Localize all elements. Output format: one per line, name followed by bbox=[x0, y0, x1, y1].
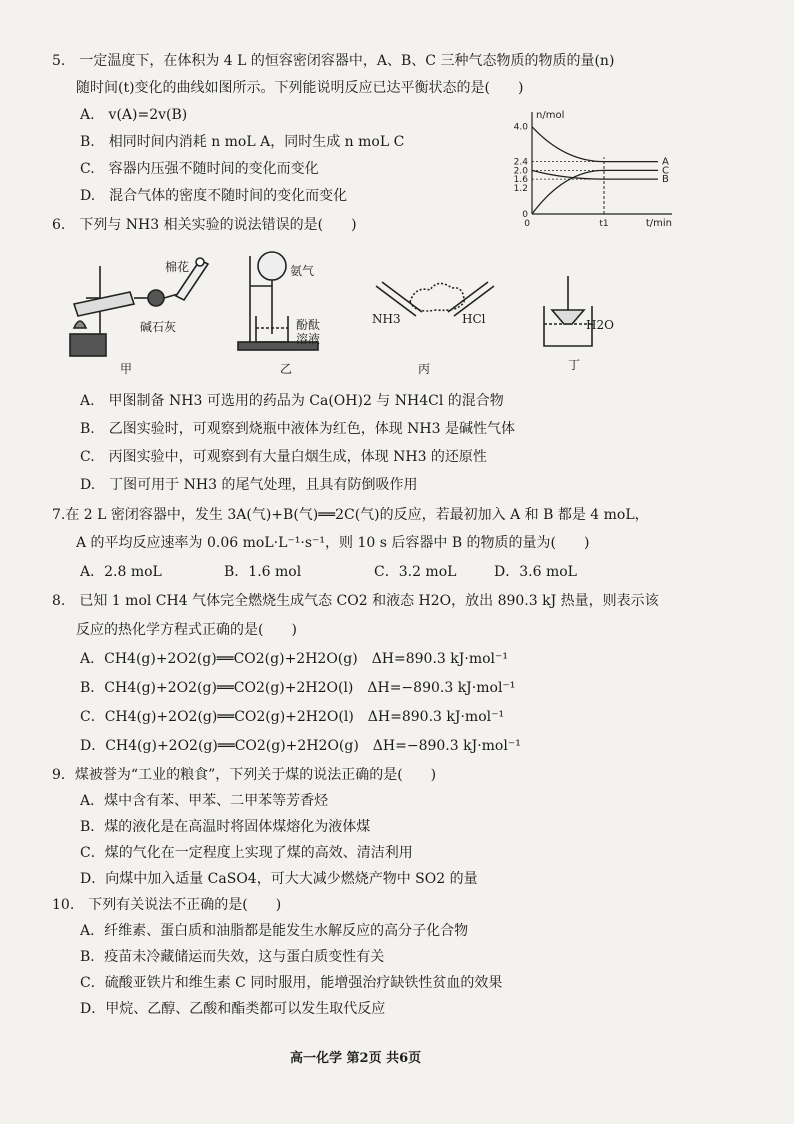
series-line bbox=[532, 170, 658, 214]
q8-option-d: D．CH4(g)+2O2(g)══CO2(g)+2H2O(g) ΔH=−890.3 kJ·mol⁻¹ bbox=[80, 738, 521, 754]
q10-option-b: B．疫苗未冷藏储运而失效，这与蛋白质变性有关 bbox=[80, 949, 385, 965]
q9-option-b: B．煤的液化是在高温时将固体煤熔化为液体煤 bbox=[80, 819, 371, 835]
jia-drying-tube bbox=[148, 290, 164, 306]
q5-stem-line1: 5. 一定温度下，在体积为 4 L 的恒容密闭容器中，A、B、C 三种气态物质的物质的量(n) bbox=[52, 53, 615, 69]
q6-option-c: C. 丙图实验中，可观察到有大量白烟生成，体现 NH3 的还原性 bbox=[80, 449, 487, 465]
y-tick-label: 4.0 bbox=[513, 122, 528, 133]
label-rongye: 溶液 bbox=[296, 332, 321, 346]
y-tick-label: 2.0 bbox=[513, 166, 528, 177]
q6-option-a: A. 甲图制备 NH3 可选用的药品为 Ca(OH)2 与 NH4Cl 的混合物 bbox=[80, 393, 504, 409]
q5-stem-line2: 随时间(t)变化的曲线如图所示。下列能说明反应已达平衡状态的是( ) bbox=[76, 80, 524, 96]
series-label: B bbox=[662, 174, 669, 186]
label-bing: 丙 bbox=[418, 362, 431, 376]
q7-option-a: A．2.8 moL bbox=[80, 564, 162, 580]
q9-stem: 9．煤被誉为“工业的粮食”，下列关于煤的说法正确的是( ) bbox=[52, 767, 437, 783]
jia-test-tube bbox=[74, 292, 134, 316]
series-line bbox=[532, 127, 658, 162]
q6-stem: 6. 下列与 NH3 相关实验的说法错误的是( ) bbox=[52, 217, 357, 233]
q8-stem-line2: 反应的热化学方程式正确的是( ) bbox=[76, 622, 297, 638]
label-jia: 甲 bbox=[120, 362, 133, 376]
y-tick-label: 0 bbox=[522, 210, 528, 220]
x-tick-label: t1 bbox=[599, 219, 609, 229]
label-h2o: H2O bbox=[586, 318, 614, 332]
q9-option-d: D．向煤中加入适量 CaSO4，可大大减少燃烧产物中 SO2 的量 bbox=[80, 871, 478, 887]
q5-option-b: B. 相同时间内消耗 n moL A，同时生成 n moL C bbox=[80, 134, 405, 150]
label-hcl: HCl bbox=[462, 312, 486, 326]
y-tick-label: 2.4 bbox=[513, 157, 528, 168]
yi-flask bbox=[258, 252, 286, 280]
q8-option-b: B．CH4(g)+2O2(g)══CO2(g)+2H2O(l) ΔH=−890.3 kJ·mol⁻¹ bbox=[80, 680, 516, 696]
q10-stem: 10. 下列有关说法不正确的是( ) bbox=[52, 897, 282, 913]
x-axis-label: t/min bbox=[645, 218, 672, 229]
y-axis-label: n/mol bbox=[536, 110, 565, 121]
label-yi: 乙 bbox=[280, 362, 293, 376]
jia-burner bbox=[74, 321, 86, 328]
y-tick-label: 1.2 bbox=[513, 183, 528, 194]
apparatus-ding bbox=[544, 276, 592, 346]
q7-stem-line1: 7.在 2 L 密闭容器中，发生 3A(气)+B(气)══2C(气)的反应，若最初加入 A 和 B 都是 4 moL， bbox=[52, 507, 649, 523]
q7-option-c: C．3.2 moL bbox=[374, 564, 457, 580]
x-tick-label: 0 bbox=[524, 219, 530, 229]
apparatus-figures bbox=[60, 246, 680, 378]
series-label: A bbox=[662, 156, 669, 168]
label-jianshihui: 碱石灰 bbox=[140, 320, 177, 334]
q6-option-b: B. 乙图实验时，可观察到烧瓶中液体为红色，体现 NH3 是碱性气体 bbox=[80, 421, 516, 437]
ding-funnel bbox=[552, 310, 584, 324]
q10-option-a: A．纤维素、蛋白质和油脂都是能发生水解反应的高分子化合物 bbox=[80, 923, 469, 939]
q9-option-a: A．煤中含有苯、甲苯、二甲苯等芳香烃 bbox=[80, 793, 329, 809]
label-anqi: 氨气 bbox=[290, 264, 315, 278]
q10-option-d: D．甲烷、乙醇、乙酸和酯类都可以发生取代反应 bbox=[80, 1001, 386, 1017]
q8-option-a: A．CH4(g)+2O2(g)══CO2(g)+2H2O(g) ΔH=890.3 kJ·mol⁻¹ bbox=[80, 651, 508, 667]
page-footer: 高一化学 第2页 共6页 bbox=[290, 1051, 422, 1066]
q7-option-b: B．1.6 mol bbox=[224, 564, 302, 580]
q5-option-c: C. 容器内压强不随时间的变化而变化 bbox=[80, 161, 319, 177]
q10-option-c: C．硫酸亚铁片和维生素 C 同时服用，能增强治疗缺铁性贫血的效果 bbox=[80, 975, 503, 991]
q7-option-d: D．3.6 moL bbox=[494, 564, 577, 580]
series-label: C bbox=[662, 165, 669, 177]
q6-option-d: D. 丁图可用于 NH3 的尾气处理，且具有防倒吸作用 bbox=[80, 477, 418, 493]
q8-stem-line1: 8. 已知 1 mol CH4 气体完全燃烧生成气态 CO2 和液态 H2O，放出 890.3 kJ 热量，则表示该 bbox=[52, 593, 659, 609]
q5-option-d: D. 混合气体的密度不随时间的变化而变化 bbox=[80, 188, 348, 204]
jia-stand-base bbox=[70, 334, 106, 356]
y-tick-label: 1.6 bbox=[513, 175, 528, 186]
label-ding: 丁 bbox=[568, 358, 581, 372]
label-nh3: NH3 bbox=[372, 312, 401, 326]
q9-option-c: C．煤的气化在一定程度上实现了煤的高效、清洁利用 bbox=[80, 845, 413, 861]
apparatus-bing bbox=[376, 282, 494, 316]
series-line bbox=[532, 170, 658, 179]
q8-option-c: C．CH4(g)+2O2(g)══CO2(g)+2H2O(l) ΔH=890.3 kJ·mol⁻¹ bbox=[80, 709, 505, 725]
q7-stem-line2: A 的平均反应速率为 0.06 moL·L⁻¹·s⁻¹，则 10 s 后容器中 B 的物质的量为( ) bbox=[76, 535, 590, 551]
label-fentai: 酚酞 bbox=[296, 318, 321, 332]
label-mianhua: 棉花 bbox=[165, 260, 190, 274]
q5-option-a: A. v(A)=2v(B) bbox=[80, 107, 188, 123]
q5-chart bbox=[504, 108, 680, 230]
